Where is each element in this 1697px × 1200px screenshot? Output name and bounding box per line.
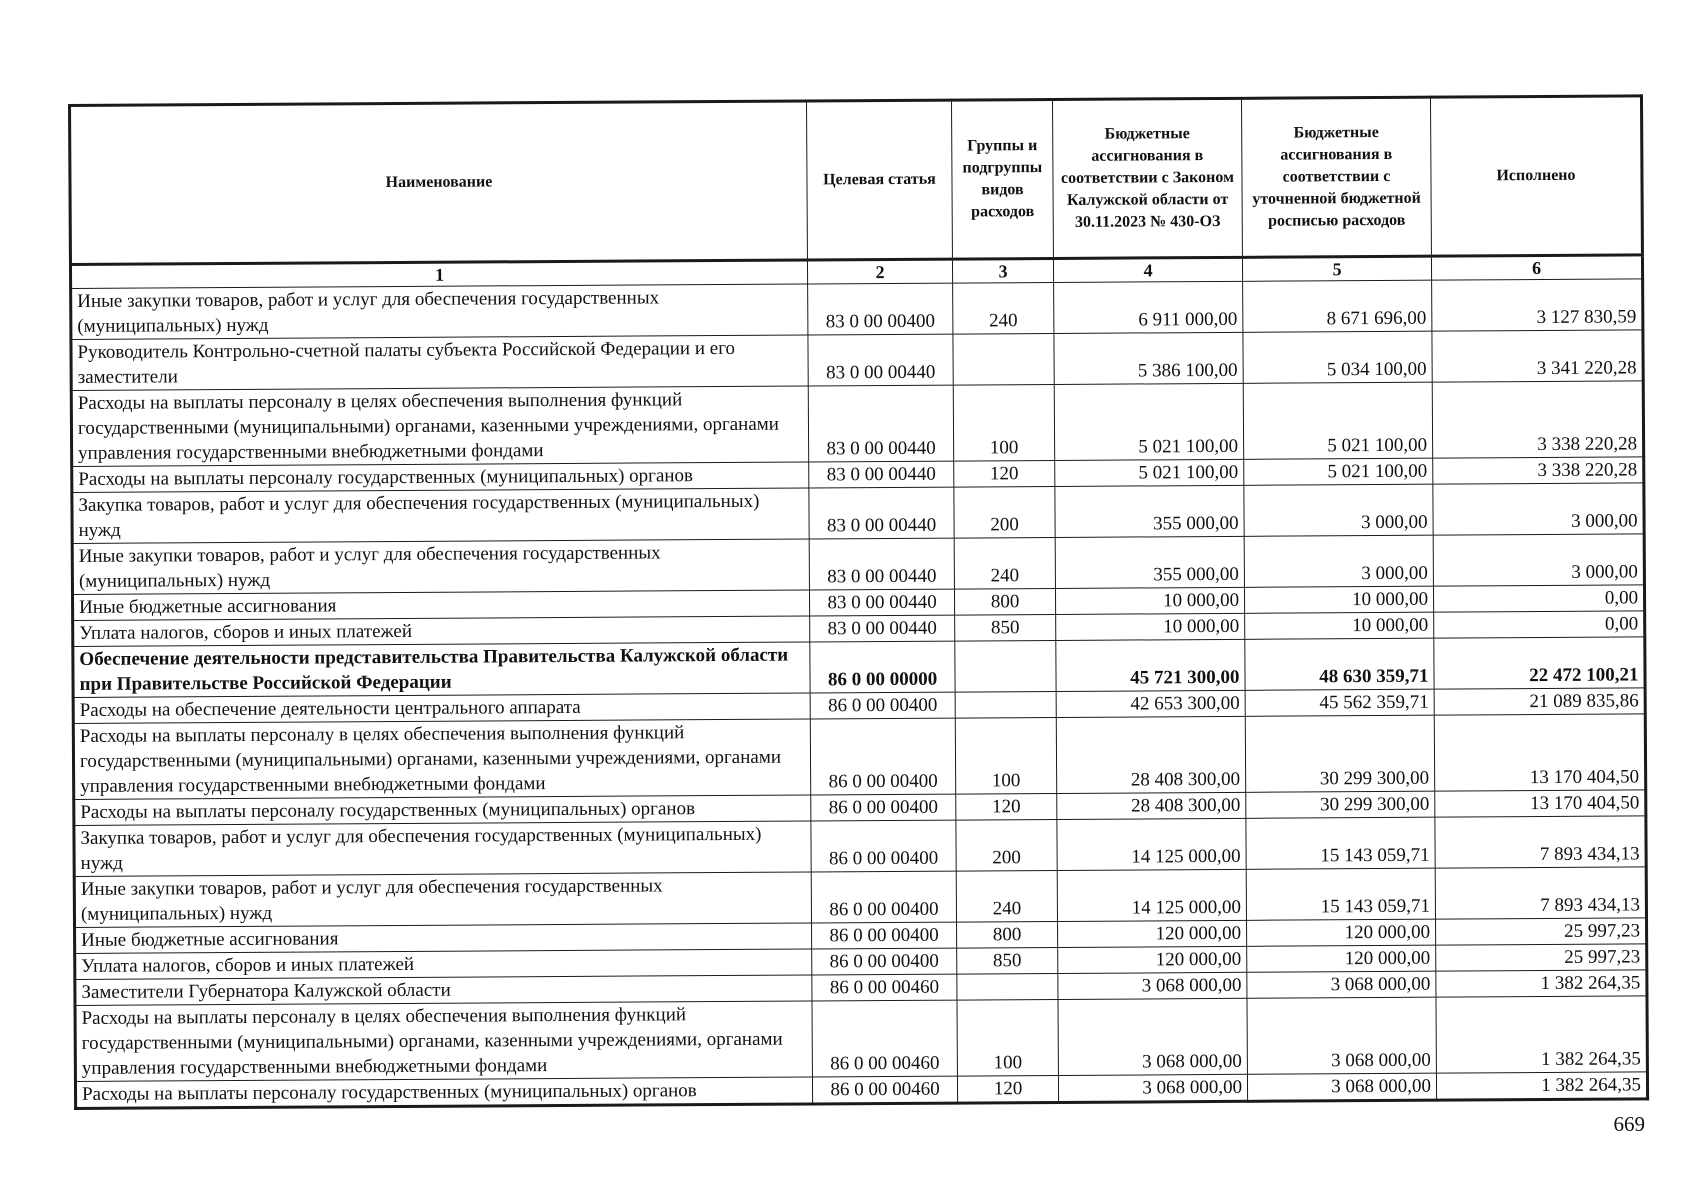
col-number: 1: [70, 260, 807, 289]
row-law-allocation-cell: 3 068 000,00: [1058, 998, 1247, 1075]
header-refined-allocations: Бюджетные ассигнования в соответствии с уточненной бюджетной росписью расходов: [1241, 97, 1431, 257]
header-row: [70, 96, 1643, 265]
row-name-cell: Иные бюджетные ассигнования: [75, 923, 812, 954]
row-refined-allocation-cell: 3 000,00: [1244, 484, 1433, 536]
row-target-article-cell: 86 0 00 00400: [810, 692, 955, 719]
row-executed-cell: 13 170 404,50: [1434, 714, 1645, 791]
row-name-cell: Уплата налогов, сборов и иных платежей: [75, 949, 812, 980]
row-refined-allocation-cell: 30 299 300,00: [1245, 715, 1434, 792]
row-expense-group-cell: 100: [955, 717, 1056, 794]
row-refined-allocation-cell: 15 143 059,71: [1246, 817, 1435, 869]
row-expense-group-cell: 240: [954, 537, 1055, 589]
row-executed-cell: 3 341 220,28: [1432, 330, 1643, 382]
table-row: [74, 816, 1646, 877]
row-executed-cell: 13 170 404,50: [1435, 790, 1646, 817]
row-target-article-cell: 86 0 00 00460: [812, 1076, 957, 1104]
table-row: [71, 381, 1643, 467]
row-expense-group-cell: 240: [956, 870, 1057, 922]
row-executed-cell: 25 997,23: [1436, 944, 1647, 971]
row-target-article-cell: 86 0 00 00460: [812, 974, 957, 1001]
budget-table: [68, 94, 1649, 1110]
row-target-article-cell: 83 0 00 00440: [808, 385, 953, 462]
row-name-cell: Иные бюджетные ассигнования: [72, 590, 809, 621]
col-number: 6: [1431, 255, 1642, 280]
row-executed-cell: 21 089 835,86: [1434, 688, 1645, 715]
row-expense-group-cell: 850: [955, 614, 1056, 641]
header-name: Наименование: [70, 101, 808, 264]
row-expense-group-cell: 800: [954, 588, 1055, 615]
row-refined-allocation-cell: 5 021 100,00: [1244, 458, 1433, 485]
row-name-cell: Закупка товаров, работ и услуг для обеспечения государственных (муниципальных) нужд: [74, 821, 811, 877]
row-target-article-cell: 83 0 00 00440: [809, 589, 954, 616]
row-target-article-cell: 86 0 00 00400: [810, 718, 955, 795]
row-name-cell: Руководитель Контрольно-счетной палаты субъекта Российской Федерации и его заместители: [71, 335, 808, 391]
row-refined-allocation-cell: 120 000,00: [1247, 945, 1436, 972]
row-target-article-cell: 83 0 00 00440: [809, 487, 954, 539]
row-refined-allocation-cell: 120 000,00: [1247, 919, 1436, 946]
row-law-allocation-cell: 10 000,00: [1055, 587, 1244, 614]
row-executed-cell: 1 382 264,35: [1436, 1072, 1647, 1100]
header-executed: Исполнено: [1430, 96, 1642, 256]
col-number: 3: [952, 258, 1053, 283]
row-law-allocation-cell: 14 125 000,00: [1057, 869, 1246, 921]
row-law-allocation-cell: 14 125 000,00: [1057, 818, 1246, 870]
row-law-allocation-cell: 6 911 000,00: [1054, 281, 1243, 333]
row-law-allocation-cell: 28 408 300,00: [1056, 716, 1245, 793]
row-expense-group-cell: 800: [957, 921, 1058, 948]
header-target-article: Целевая статья: [806, 100, 952, 260]
table-row: [71, 330, 1643, 391]
row-name-cell: Заместители Губернатора Калужской области: [75, 975, 812, 1006]
row-law-allocation-cell: 120 000,00: [1058, 920, 1247, 947]
row-name-cell: Расходы на выплаты персоналу государственных (муниципальных) органов: [74, 795, 811, 826]
row-executed-cell: 3 338 220,28: [1433, 457, 1644, 484]
table-row: [71, 279, 1643, 340]
row-name-cell: Обеспечение деятельности представительства Правительства Калужской области при Правительстве Российской Федерации: [73, 642, 810, 698]
row-executed-cell: 3 000,00: [1433, 483, 1644, 535]
row-name-cell: Уплата налогов, сборов и иных платежей: [73, 616, 810, 647]
row-expense-group-cell: 240: [953, 282, 1054, 334]
row-executed-cell: 25 997,23: [1436, 918, 1647, 945]
row-target-article-cell: 86 0 00 00400: [812, 948, 957, 975]
row-executed-cell: 3 338 220,28: [1432, 381, 1643, 458]
row-target-article-cell: 83 0 00 00400: [808, 283, 953, 335]
row-executed-cell: 0,00: [1433, 585, 1644, 612]
row-refined-allocation-cell: 30 299 300,00: [1246, 791, 1435, 818]
row-expense-group-cell: 850: [957, 947, 1058, 974]
row-executed-cell: 3 127 830,59: [1432, 279, 1643, 331]
col-number: 2: [807, 259, 952, 284]
row-law-allocation-cell: 28 408 300,00: [1057, 792, 1246, 819]
row-executed-cell: 0,00: [1434, 611, 1645, 638]
row-name-cell: Расходы на выплаты персоналу в целях обеспечения выполнения функций государственными (муниципальными) органами, казенными учреждениями, органами управления государственными внебюджетными фондами: [71, 386, 808, 467]
row-refined-allocation-cell: 15 143 059,71: [1246, 868, 1435, 920]
row-executed-cell: 1 382 264,35: [1436, 970, 1647, 997]
row-law-allocation-cell: 5 021 100,00: [1055, 459, 1244, 486]
row-name-cell: Расходы на выплаты персоналу в целях обеспечения выполнения функций государственными (муниципальными) органами, казенными учреждениями, органами управления государственными внебюджетными фондами: [75, 1001, 812, 1082]
header-law-allocations: Бюджетные ассигнования в соответствии с Законом Калужской области от 30.11.2023 № 430-ОЗ: [1052, 98, 1242, 258]
row-target-article-cell: 86 0 00 00460: [812, 1000, 957, 1077]
col-number: 4: [1053, 257, 1242, 282]
row-expense-group-cell: 120: [954, 460, 1055, 487]
col-number: 5: [1242, 256, 1431, 281]
row-law-allocation-cell: 5 386 100,00: [1054, 332, 1243, 384]
row-law-allocation-cell: 45 721 300,00: [1056, 639, 1245, 691]
row-law-allocation-cell: 5 021 100,00: [1054, 383, 1243, 460]
row-name-cell: Расходы на обеспечение деятельности центрального аппарата: [73, 693, 810, 724]
row-target-article-cell: 83 0 00 00440: [809, 538, 954, 590]
table-row: [72, 483, 1644, 544]
table-row: [73, 637, 1645, 698]
row-name-cell: Иные закупки товаров, работ и услуг для обеспечения государственных (муниципальных) нужд: [74, 872, 811, 928]
row-refined-allocation-cell: 3 068 000,00: [1247, 997, 1436, 1074]
row-refined-allocation-cell: 5 034 100,00: [1243, 331, 1432, 383]
row-expense-group-cell: 120: [956, 793, 1057, 820]
header-expense-groups: Группы и подгруппы видов расходов: [951, 99, 1053, 259]
row-name-cell: Расходы на выплаты персоналу государственных (муниципальных) органов: [72, 462, 809, 493]
row-expense-group-cell: [955, 691, 1056, 718]
row-expense-group-cell: 100: [957, 999, 1058, 1076]
table-body: [71, 279, 1648, 1109]
row-expense-group-cell: [957, 973, 1058, 1000]
row-target-article-cell: 83 0 00 00440: [810, 615, 955, 642]
table-row: [74, 867, 1646, 928]
row-executed-cell: 7 893 434,13: [1435, 867, 1646, 919]
row-expense-group-cell: 100: [953, 384, 1054, 461]
budget-table-sheet: [68, 94, 1646, 1110]
table-header: [70, 96, 1643, 289]
row-expense-group-cell: 200: [956, 819, 1057, 871]
row-expense-group-cell: [955, 640, 1056, 692]
row-expense-group-cell: 200: [954, 486, 1055, 538]
row-refined-allocation-cell: 10 000,00: [1245, 612, 1434, 639]
page-number: 669: [1613, 1112, 1645, 1136]
table-row: [73, 714, 1645, 800]
row-refined-allocation-cell: 10 000,00: [1244, 586, 1433, 613]
row-executed-cell: 3 000,00: [1433, 534, 1644, 586]
table-row: [72, 534, 1644, 595]
row-target-article-cell: 86 0 00 00400: [812, 922, 957, 949]
row-refined-allocation-cell: 48 630 359,71: [1245, 638, 1434, 690]
row-law-allocation-cell: 120 000,00: [1058, 946, 1247, 973]
row-executed-cell: 7 893 434,13: [1435, 816, 1646, 868]
row-name-cell: Иные закупки товаров, работ и услуг для обеспечения государственных (муниципальных) нужд: [72, 539, 809, 595]
row-refined-allocation-cell: 3 000,00: [1244, 535, 1433, 587]
row-refined-allocation-cell: 3 068 000,00: [1247, 971, 1436, 998]
table-row: [75, 996, 1647, 1082]
row-refined-allocation-cell: 3 068 000,00: [1247, 1073, 1436, 1101]
row-executed-cell: 1 382 264,35: [1436, 996, 1647, 1073]
row-name-cell: Иные закупки товаров, работ и услуг для обеспечения государственных (муниципальных) нужд: [71, 284, 808, 340]
row-law-allocation-cell: 355 000,00: [1055, 485, 1244, 537]
row-law-allocation-cell: 3 068 000,00: [1058, 1074, 1247, 1102]
row-refined-allocation-cell: 45 562 359,71: [1245, 689, 1434, 716]
row-target-article-cell: 83 0 00 00440: [809, 461, 954, 488]
row-refined-allocation-cell: 8 671 696,00: [1243, 280, 1432, 332]
row-target-article-cell: 86 0 00 00400: [811, 871, 956, 923]
row-name-cell: Расходы на выплаты персоналу государственных (муниципальных) органов: [75, 1077, 812, 1109]
row-law-allocation-cell: 3 068 000,00: [1058, 972, 1247, 999]
row-target-article-cell: 86 0 00 00400: [811, 820, 956, 872]
row-law-allocation-cell: 42 653 300,00: [1056, 690, 1245, 717]
row-refined-allocation-cell: 5 021 100,00: [1243, 382, 1432, 459]
row-name-cell: Расходы на выплаты персоналу в целях обеспечения выполнения функций государственными (муниципальными) органами, казенными учреждениями, органами управления государственными внебюджетными фондами: [73, 719, 810, 800]
row-law-allocation-cell: 355 000,00: [1055, 536, 1244, 588]
row-law-allocation-cell: 10 000,00: [1056, 613, 1245, 640]
row-expense-group-cell: 120: [957, 1075, 1058, 1103]
row-target-article-cell: 83 0 00 00440: [808, 334, 953, 386]
row-target-article-cell: 86 0 00 00000: [810, 641, 955, 693]
row-executed-cell: 22 472 100,21: [1434, 637, 1645, 689]
row-expense-group-cell: [953, 333, 1054, 385]
row-name-cell: Закупка товаров, работ и услуг для обеспечения государственных (муниципальных) нужд: [72, 488, 809, 544]
row-target-article-cell: 86 0 00 00400: [811, 794, 956, 821]
